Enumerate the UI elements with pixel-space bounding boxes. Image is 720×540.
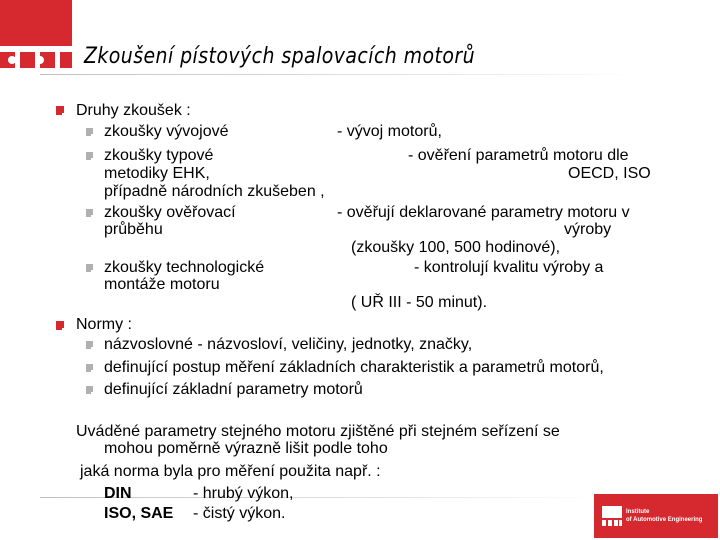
test-type-left: zkoušky ověřovací xyxy=(104,204,236,221)
test-type-cont: OECD, ISO xyxy=(568,165,651,182)
sub-bullet-icon xyxy=(86,264,93,272)
test-type-left: zkoušky typové xyxy=(104,147,214,164)
norm-iso-label: ISO, SAE xyxy=(104,505,174,522)
title-divider xyxy=(40,74,640,75)
page-title: Zkoušení pístových spalovacích motorů xyxy=(84,44,476,69)
sub-bullet-icon xyxy=(86,364,93,372)
test-type-right: - ověřují deklarované parametry motoru v xyxy=(337,204,630,221)
test-type-left: zkoušky technologické xyxy=(104,259,265,276)
test-type-cont: průběhu xyxy=(104,221,163,238)
section-heading-druhy: Druhy zkoušek : xyxy=(76,102,191,119)
norm-item: definující základní parametry motorů xyxy=(104,381,363,398)
test-type-cont: výroby xyxy=(564,221,612,238)
sub-bullet-icon xyxy=(86,386,93,394)
logo-text: Institute of Automotive Engineering xyxy=(626,509,703,523)
test-type-cont: případně národních zkušeben , xyxy=(104,183,325,200)
paragraph-line: mohou poměrně výrazně lišit podle toho xyxy=(104,440,388,457)
test-type-cont: ( UŘ III - 50 minut). xyxy=(351,294,488,311)
norm-din-value: - hrubý výkon, xyxy=(193,485,294,502)
sub-bullet-icon xyxy=(86,128,93,136)
sub-bullet-icon xyxy=(86,341,93,349)
norm-item: definující postup měření základních charakteristik a parametrů motorů, xyxy=(104,359,604,376)
norm-item: názvoslovné - názvosloví, veličiny, jednotky, značky, xyxy=(104,336,473,353)
logo-mark-icon xyxy=(602,506,622,528)
bullet-icon xyxy=(56,321,64,330)
institute-logo-bottom xyxy=(594,494,718,538)
institute-logo-top xyxy=(0,0,75,75)
sub-bullet-icon xyxy=(86,152,93,160)
paragraph-line: Uváděné parametry stejného motoru zjištěné při stejném seřízení se xyxy=(76,423,560,440)
norm-din-label: DIN xyxy=(104,485,132,502)
test-type-cont: (zkoušky 100, 500 hodinové), xyxy=(351,239,561,256)
test-type-left: zkoušky vývojové xyxy=(104,123,229,140)
test-type-right: - kontrolují kvalitu výroby a xyxy=(414,259,604,276)
test-type-right: - ověření parametrů motoru dle xyxy=(408,147,629,164)
bullet-icon xyxy=(56,106,64,115)
test-type-cont: montáže motoru xyxy=(104,276,220,293)
section-heading-normy: Normy : xyxy=(76,316,132,333)
sub-bullet-icon xyxy=(86,209,93,217)
paragraph-line: jaká norma byla pro měření použita např. : xyxy=(80,463,381,480)
norm-iso-value: - čistý výkon. xyxy=(193,505,286,522)
test-type-cont: metodiky EHK, xyxy=(104,165,210,182)
test-type-right: - vývoj motorů, xyxy=(337,123,442,140)
